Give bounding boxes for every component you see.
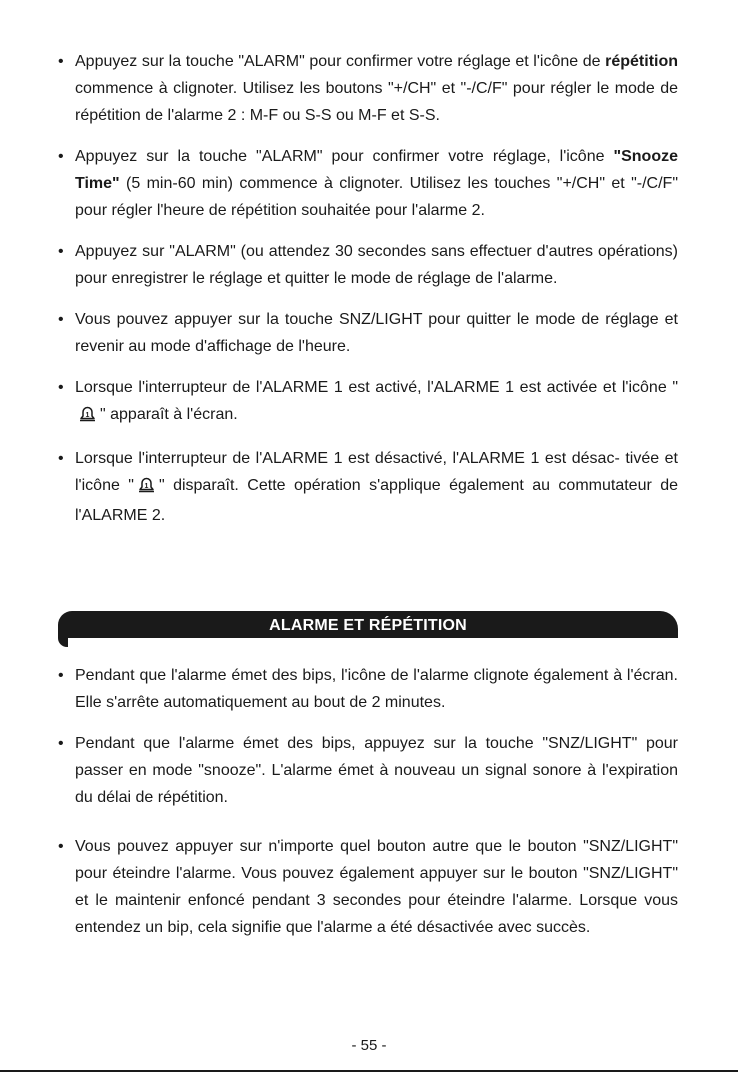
instructions-list-top xyxy=(58,48,678,543)
bullet-text: " apparaît à l'écran. xyxy=(100,406,238,423)
section-title: ALARME ET RÉPÉTITION xyxy=(269,617,467,634)
alarm-number: 1 xyxy=(85,412,90,419)
bullet-text: Appuyez sur la touche "ALARM" pour confirmer votre réglage, l'icône xyxy=(75,148,614,165)
list-item: • Vous pouvez appuyer sur la touche SNZ/LIGHT pour quitter le mode de réglage et revenir au mode d'affichage de l'heure. xyxy=(58,306,678,360)
list-item xyxy=(58,374,678,431)
bullet-text: " disparaît. Cette opération s'applique également au commutateur de l'ALARME 2. xyxy=(75,477,679,524)
list-item xyxy=(58,143,678,224)
bullet-text: Appuyez sur la touche "ALARM" pour confirmer votre réglage et l'icône de xyxy=(75,53,601,70)
alarm-number: 1 xyxy=(144,483,149,490)
list-item: • Pendant que l'alarme émet des bips, l'icône de l'alarme clignote également à l'écran. Elle s'arrête automatiquement au bout de 2 minutes. xyxy=(58,662,678,716)
list-item xyxy=(58,48,678,129)
page-number: - 55 - xyxy=(351,1037,387,1054)
bell-alarm-1-icon xyxy=(138,475,155,502)
bullet-text: commence à clignoter. Utilisez les boutons "+/CH" et "-/C/F" pour régler le mode de répétition de l'alarme 2 : M-F ou S-S ou M-F et S-S. xyxy=(75,80,678,124)
bullet-text: Lorsque l'interrupteur de l'ALARME 1 est activé, l'ALARME 1 est activée et l'icône " xyxy=(75,379,678,396)
bullet-text: (5 min-60 min) commence à clignoter. Utilisez les touches "+/CH" et "-/C/F" pour régler l'heure de répétition souhaitée pour l'alarme 2. xyxy=(75,175,678,219)
section-banner xyxy=(58,611,678,638)
list-item: • Pendant que l'alarme émet des bips, appuyez sur la touche "SNZ/LIGHT" pour passer en mode "snooze". L'alarme émet à nouveau un signal sonore à l'expiration du délai de répétition. xyxy=(58,730,678,811)
instructions-list-bottom xyxy=(58,662,678,955)
bold-term: "Snooze Time" xyxy=(75,148,678,192)
bell-alarm-1-icon xyxy=(79,404,96,431)
list-item: • Vous pouvez appuyer sur n'importe quel bouton autre que le bouton "SNZ/LIGHT" pour éteindre l'alarme. Vous pouvez également appuyer sur le bouton "SNZ/LIGHT" et le maintenir enfoncé pendant 3 secondes pour éteindre l'alarme. Lorsque vous entendez un bip, cela signifie que l'alarme a été désactivée avec succès. xyxy=(58,833,678,941)
list-item xyxy=(58,445,678,529)
bold-term: répétition xyxy=(605,53,679,70)
bullet-text: Lorsque l'interrupteur de l'ALARME 1 est désactivé, l'ALARME 1 est désac- tivée et l'icône " xyxy=(75,450,678,494)
list-item: • Appuyez sur "ALARM" (ou attendez 30 secondes sans effectuer d'autres opérations) pour enregistrer le réglage et quitter le mode de réglage de l'alarme. xyxy=(58,238,678,292)
